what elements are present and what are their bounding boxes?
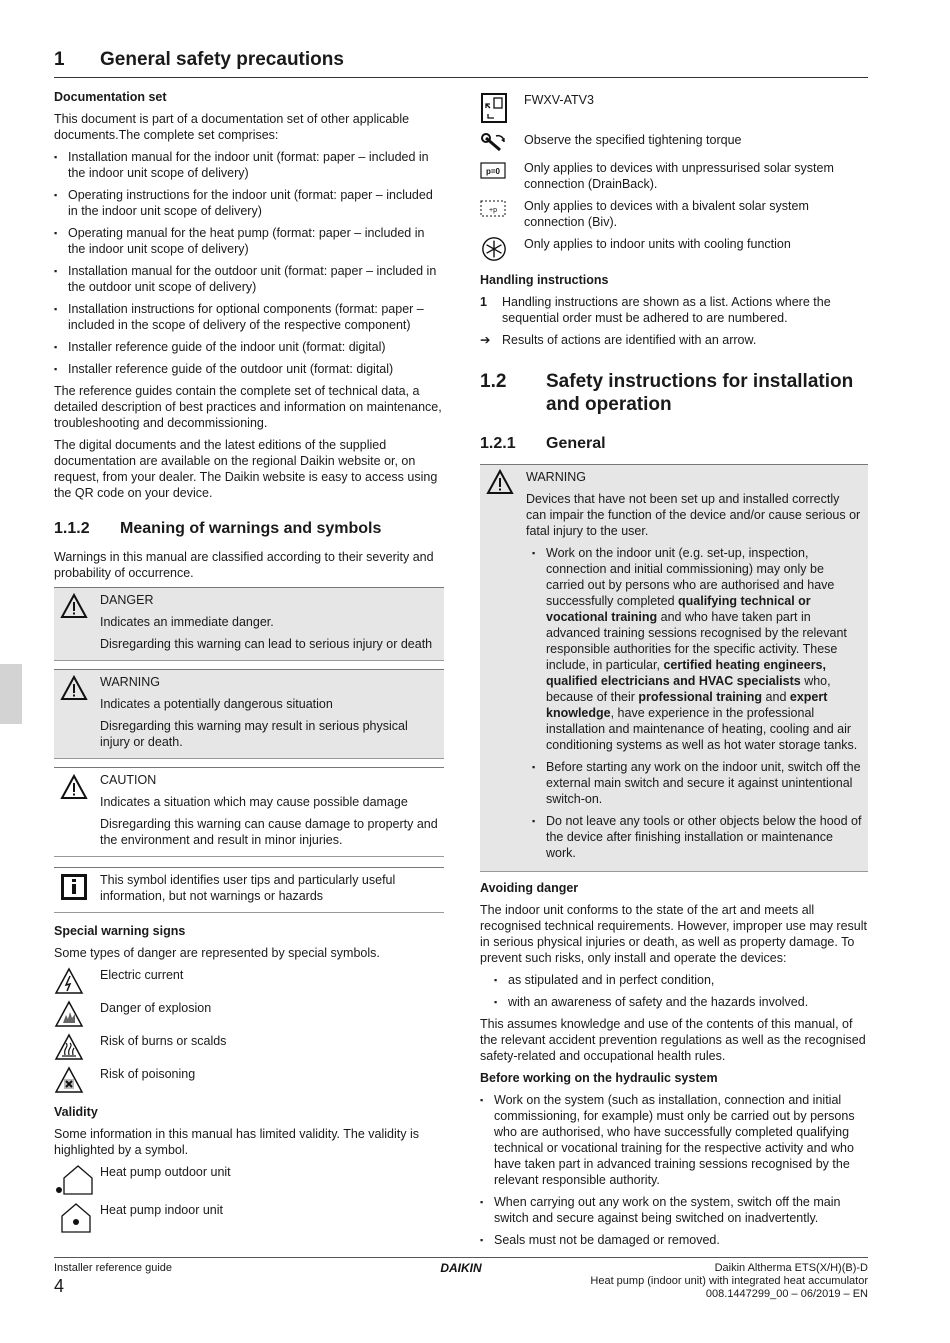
- list-item: ▪ Installation manual for the indoor unit (format: paper – included in the indoor unit scope of delivery): [54, 149, 444, 181]
- warning-triangle-icon: [60, 773, 88, 801]
- validity-label: Heat pump indoor unit: [100, 1203, 223, 1217]
- danger-box: [54, 587, 444, 661]
- torque-wrench-icon: [480, 132, 508, 154]
- warnings-intro: Warnings in this manual are classified according to their severity and probability of occurrence.: [54, 550, 434, 580]
- validity-row: [54, 1202, 444, 1234]
- validity-row: [54, 1164, 444, 1196]
- bold-run: professional training: [638, 690, 763, 704]
- section-number: 1.2.1: [480, 435, 516, 452]
- doc-set-heading: Documentation set: [54, 90, 167, 104]
- caution-line2: Disregarding this warning can cause damage to property and the environment and result in minor injuries.: [100, 817, 438, 847]
- special-sign-row: [54, 1033, 444, 1061]
- info-text: This symbol identifies user tips and particularly useful information, but not warnings or hazards: [100, 873, 396, 903]
- warning-triangle-icon: [60, 593, 88, 619]
- footer-doc-type: Installer reference guide: [54, 1262, 173, 1274]
- chapter-side-tab: [0, 664, 22, 724]
- warning-line1: Indicates a potentially dangerous situation: [100, 697, 333, 711]
- warning-box: [54, 669, 444, 759]
- page-number: 4: [54, 1276, 65, 1296]
- special-warning-heading: Special warning signs: [54, 924, 186, 938]
- handling-heading: Handling instructions: [480, 273, 609, 287]
- bold-run: certified heating engineers, qualified electricians and HVAC specialists: [546, 658, 826, 688]
- list-item: ▪ Before starting any work on the indoor unit, switch off the external main switch and secure it against unintentional switch-on.: [532, 759, 862, 807]
- fwxv-unit-icon: [480, 92, 508, 124]
- list-item: [532, 545, 862, 753]
- general-warning-box: [480, 464, 868, 872]
- section-title: Meaning of warnings and symbols: [120, 520, 382, 537]
- avoiding-text: The indoor unit conforms to the state of the art and meets all recognised technical requirements. However, improper use may result in serious physical injuries or death, as well as property damage. To prevent such risks, only install and operate the devices:: [480, 903, 867, 965]
- section-number: 1.2: [480, 371, 507, 392]
- avoiding-list: [494, 972, 868, 1010]
- warning-line2: Disregarding this warning may result in serious physical injury or death.: [100, 719, 408, 749]
- arrow-right-icon: ➔: [480, 333, 491, 347]
- list-item: ▪ Operating instructions for the indoor unit (format: paper – included in the indoor unit scope of delivery): [54, 187, 444, 219]
- text-run: and: [762, 690, 790, 704]
- section-1-2-heading: [480, 370, 868, 416]
- special-sign-label: Electric current: [100, 968, 184, 982]
- symbol-row: [480, 236, 868, 264]
- general-warning-list: [532, 545, 862, 861]
- list-item: ▪ as stipulated and in perfect condition,: [494, 972, 868, 988]
- electric-current-icon: [54, 967, 84, 995]
- validity-intro: Some information in this manual has limited validity. The validity is highlighted by a symbol.: [54, 1127, 419, 1157]
- list-item: ▪ Seals must not be damaged or removed.: [480, 1232, 868, 1248]
- section-title: General: [546, 435, 606, 452]
- indoor-unit-house-icon: [54, 1202, 96, 1234]
- right-column: [480, 92, 868, 1254]
- daikin-logo: [428, 1259, 494, 1275]
- section-title: Safety instructions for installation and operation: [546, 371, 854, 415]
- footer-product-info: [590, 1262, 868, 1301]
- text-run: and who have taken part in advanced training sessions recognised by the relevant responsible authorities for the specific activity. These include, in particular,: [546, 610, 847, 672]
- danger-line1: Indicates an immediate danger.: [100, 615, 274, 629]
- danger-line2: Disregarding this warning can lead to serious injury or death: [100, 637, 433, 651]
- list-item: ▪ Installation manual for the outdoor unit (format: paper – included in the outdoor unit scope of delivery): [54, 263, 444, 295]
- symbol-text: FWXV-ATV3: [524, 93, 594, 107]
- special-sign-row: [54, 1000, 444, 1028]
- caution-line1: Indicates a situation which may cause possible damage: [100, 795, 408, 809]
- section-number: 1.1.2: [54, 520, 90, 537]
- hydraulic-heading: Before working on the hydraulic system: [480, 1071, 718, 1085]
- list-item: ▪ Installation instructions for optional components (format: paper – included in the scope of delivery of the respective component): [54, 301, 444, 333]
- special-sign-label: Risk of burns or scalds: [100, 1034, 227, 1048]
- text-run: , have experience in the professional installation and maintenance of heating, cooling and air conditioning systems as well as hot water storage tanks.: [546, 706, 858, 752]
- special-sign-row: [54, 1066, 444, 1094]
- list-item: [480, 294, 868, 326]
- danger-label: DANGER: [100, 593, 154, 607]
- step-number: 1: [480, 295, 487, 309]
- symbol-row: [480, 160, 868, 192]
- doc-set-intro: This document is part of a documentation set of other applicable documents.The complete set comprises:: [54, 112, 410, 142]
- bold-run: qualifying technical or vocational training: [546, 594, 811, 624]
- special-sign-label: Risk of poisoning: [100, 1067, 196, 1081]
- caution-box: [54, 767, 444, 857]
- svg-text:+p: +p: [489, 207, 497, 214]
- result-text: Results of actions are identified with an arrow.: [502, 333, 757, 347]
- symbol-text: Only applies to devices with unpressurised solar system connection (DrainBack).: [524, 161, 834, 191]
- hot-surface-icon: [54, 1033, 84, 1061]
- cooling-icon: [480, 236, 508, 262]
- digital-docs-text: The digital documents and the latest editions of the supplied documentation are available on the regional Daikin website or, on request, from your dealer. The Daikin website is easy to access using the QR code on your device.: [54, 438, 438, 500]
- bold-run: expert knowledge: [546, 690, 828, 720]
- warning-triangle-icon: [60, 675, 88, 701]
- footer-product-desc: Heat pump (indoor unit) with integrated heat accumulator: [590, 1275, 868, 1287]
- info-box: [54, 867, 444, 913]
- outdoor-unit-house-icon: [54, 1164, 96, 1196]
- info-icon: [60, 873, 88, 901]
- validity-label: Heat pump outdoor unit: [100, 1165, 231, 1179]
- footer-rule: [54, 1257, 868, 1258]
- symbol-text: Observe the specified tightening torque: [524, 133, 742, 147]
- section-1-1-2-heading: [54, 519, 444, 539]
- chapter-number: 1: [54, 49, 65, 70]
- section-1-2-1-heading: [480, 434, 868, 454]
- brand-text: DAIKIN: [440, 1261, 482, 1275]
- validity-heading: Validity: [54, 1105, 98, 1119]
- text-run: Work on the indoor unit (e.g. set-up, inspection, connection and initial commissioning) may only be carried out by persons who are authorised and have successfully completed: [546, 546, 835, 608]
- symbol-text: Only applies to indoor units with cooling function: [524, 237, 791, 251]
- hydraulic-list: [480, 1092, 868, 1248]
- list-item: ▪ When carrying out any work on the system, switch off the main switch and secure against being switched on inadvertently.: [480, 1194, 868, 1226]
- list-item: ▪ Work on the system (such as installation, connection and initial commissioning, for example) must only be carried out by persons who are authorised, who have successfully completed qualifying technical or vocational training for the respective activity and who have taken part in advanced training sessions recognised by the relevant responsible authority.: [480, 1092, 868, 1188]
- footer-doc-number: 008.1447299_00 – 06/2019 – EN: [705, 1288, 868, 1300]
- chapter-title: General safety precautions: [100, 49, 344, 70]
- special-sign-label: Danger of explosion: [100, 1001, 212, 1015]
- poison-icon: [54, 1066, 84, 1094]
- explosion-icon: [54, 1000, 84, 1028]
- symbol-row: [480, 198, 868, 230]
- text-run: who, because of their: [546, 674, 831, 704]
- doc-set-list: [54, 149, 444, 377]
- footer-product-name: Daikin Altherma ETS(X/H)(B)-D: [714, 1262, 868, 1274]
- list-item: ▪ Installer reference guide of the outdoor unit (format: digital): [54, 361, 444, 377]
- ref-guides-text: The reference guides contain the complete set of technical data, a detailed description of best practices and information on maintenance, troubleshooting and decommissioning.: [54, 384, 442, 430]
- list-item: ▪ Do not leave any tools or other objects below the hood of the device after finishing installation or maintenance work.: [532, 813, 862, 861]
- caution-label: CAUTION: [100, 773, 157, 787]
- general-warning-intro: Devices that have not been set up and installed correctly can impair the function of the device and/or cause serious or fatal injury to the user.: [526, 492, 861, 538]
- svg-text:p=0: p=0: [485, 167, 501, 176]
- list-item: ▪ Operating manual for the heat pump (format: paper – included in the indoor unit scope of delivery): [54, 225, 444, 257]
- warning-label: WARNING: [100, 675, 160, 689]
- symbol-row: [480, 92, 868, 124]
- handling-list: [480, 294, 868, 326]
- symbol-text: Only applies to devices with a bivalent solar system connection (Biv).: [524, 199, 809, 229]
- special-warning-intro: Some types of danger are represented by special symbols.: [54, 946, 380, 960]
- special-sign-row: [54, 967, 444, 995]
- result-line: [480, 332, 868, 348]
- assumes-text: This assumes knowledge and use of the contents of this manual, of the relevant accident prevention regulations as well as the recognised safety-related and occupational health rules.: [480, 1017, 866, 1063]
- drainback-icon: [480, 162, 508, 180]
- left-column: [54, 89, 444, 1239]
- general-warning-label: WARNING: [526, 470, 586, 484]
- symbol-row: [480, 132, 868, 154]
- page-title: [54, 49, 868, 78]
- list-item: ▪ with an awareness of safety and the hazards involved.: [494, 994, 868, 1010]
- warning-triangle-icon: [486, 469, 514, 495]
- bivalent-icon: [480, 200, 508, 218]
- list-item: ▪ Installer reference guide of the indoor unit (format: digital): [54, 339, 444, 355]
- avoiding-heading: Avoiding danger: [480, 881, 579, 895]
- step-text: Handling instructions are shown as a list. Actions where the sequential order must be adhered to are numbered.: [502, 295, 831, 325]
